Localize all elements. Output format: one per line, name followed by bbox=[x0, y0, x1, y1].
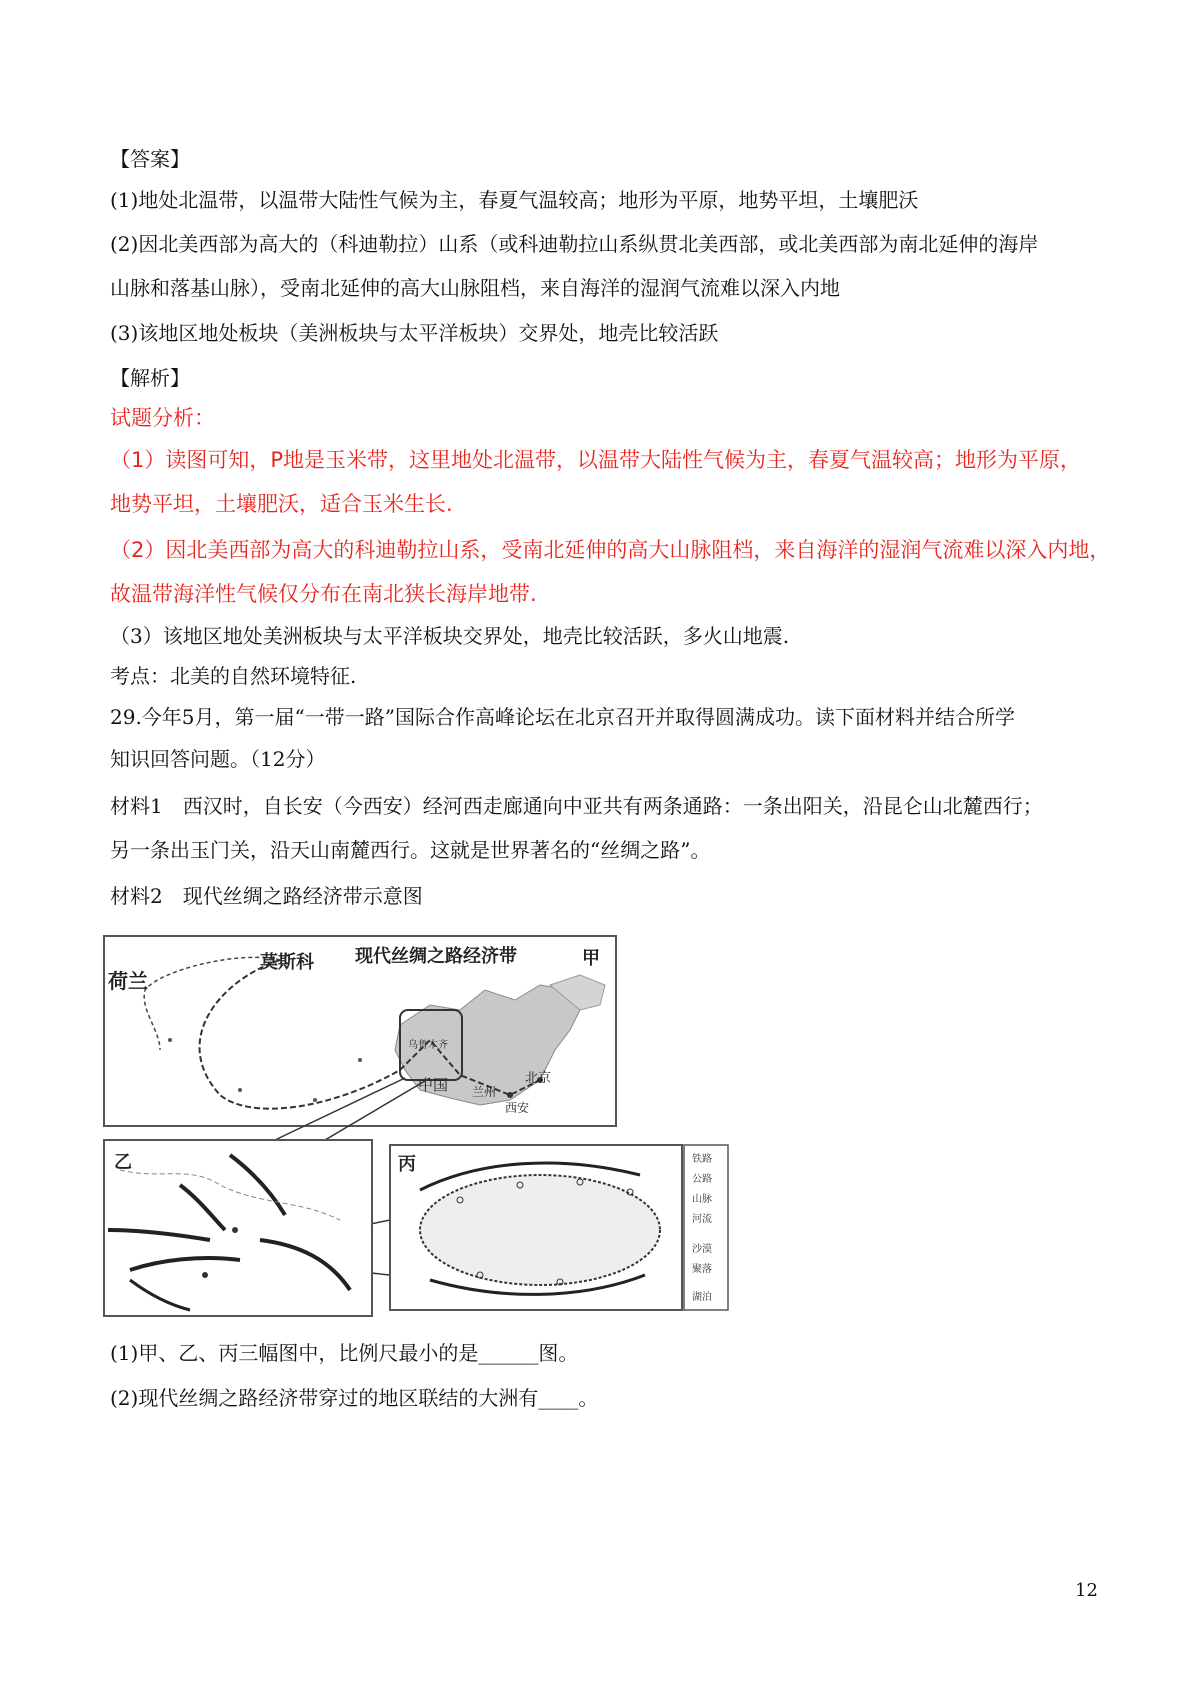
label-helan: 荷兰 bbox=[108, 969, 148, 993]
panel-jia-label: 甲 bbox=[582, 948, 600, 969]
q29-stem-line-1: 29.今年5月，第一届“一带一路”国际合作高峰论坛在北京召开并取得圆满成功。读下面材料并结合所学 bbox=[110, 705, 1015, 729]
legend-lake: 湖泊 bbox=[692, 1292, 712, 1303]
panel-yi-label: 乙 bbox=[114, 1152, 132, 1173]
analysis-red-line-3: （2）因北美西部为高大的科迪勒拉山系，受南北延伸的高大山脉阻档，来自海洋的湿润气流难以深入内地， bbox=[110, 538, 1111, 562]
map-legend bbox=[684, 1145, 728, 1310]
analysis-red-line-2: 地势平坦，土壤肥沃，适合玉米生长. bbox=[110, 492, 453, 516]
label-lanzhou: 兰州 bbox=[472, 1085, 497, 1099]
silk-road-map bbox=[100, 930, 740, 1320]
legend-railway: 铁路 bbox=[692, 1154, 712, 1165]
material-2: 材料2 现代丝绸之路经济带示意图 bbox=[110, 884, 423, 908]
answer-item-3: (3)该地区地处板块（美洲板块与太平洋板块）交界处，地壳比较活跃 bbox=[110, 321, 719, 345]
legend-road: 公路 bbox=[692, 1174, 712, 1185]
label-zhongguo: 中国 bbox=[418, 1076, 449, 1094]
label-xian: 西安 bbox=[505, 1101, 530, 1115]
label-wulumuqi: 乌鲁木齐 bbox=[408, 1040, 448, 1051]
legend-settlement: 聚落 bbox=[692, 1264, 712, 1275]
map-title: 现代丝绸之路经济带 bbox=[355, 946, 517, 967]
panel-bing bbox=[390, 1145, 682, 1310]
panel-bing-label: 丙 bbox=[398, 1154, 416, 1175]
kaodian: 考点：北美的自然环境特征. bbox=[110, 664, 357, 688]
analysis-line-3: （3）该地区地处美洲板块与太平洋板块交界处，地壳比较活跃，多火山地震. bbox=[110, 624, 790, 648]
answer-header: 【答案】 bbox=[110, 147, 190, 171]
label-mosike: 莫斯科 bbox=[260, 952, 314, 973]
material-1-line-2: 另一条出玉门关，沿天山南麓西行。这就是世界著名的“丝绸之路”。 bbox=[110, 838, 711, 862]
answer-item-1: (1)地处北温带，以温带大陆性气候为主，春夏气温较高；地形为平原，地势平坦，土壤肥沃 bbox=[110, 188, 919, 212]
q29-stem-line-2: 知识回答问题。（12分） bbox=[110, 747, 326, 771]
legend-mountain: 山脉 bbox=[692, 1194, 712, 1205]
legend-river: 河流 bbox=[692, 1214, 712, 1225]
label-beijing: 北京 bbox=[525, 1071, 552, 1086]
legend-desert: 沙漠 bbox=[692, 1244, 712, 1255]
answer-item-2: (2)因北美西部为高大的（科迪勒拉）山系（或科迪勒拉山系纵贯北美西部，或北美西部为南北延伸的海岸 bbox=[110, 232, 1039, 256]
analysis-red-line-1: （1）读图可知，P地是玉米带，这里地处北温带，以温带大陆性气候为主，春夏气温较高；地形为平原， bbox=[110, 448, 1082, 472]
analysis-red-line-4: 故温带海洋性气候仅分布在南北狭长海岸地带. bbox=[110, 582, 537, 606]
page-number: 12 bbox=[1075, 1580, 1098, 1601]
analysis-header: 【解析】 bbox=[110, 366, 190, 390]
material-1-line-1: 材料1 西汉时，自长安（今西安）经河西走廊通向中亚共有两条通路：一条出阳关，沿昆仑山北麓西行； bbox=[110, 794, 1043, 818]
panel-yi bbox=[104, 1140, 372, 1316]
analysis-title: 试题分析： bbox=[110, 406, 215, 430]
sub-question-1: (1)甲、乙、丙三幅图中，比例尺最小的是______图。 bbox=[110, 1341, 579, 1365]
panel-jia bbox=[104, 936, 616, 1126]
sub-question-2: (2)现代丝绸之路经济带穿过的地区联结的大洲有____。 bbox=[110, 1386, 599, 1410]
answer-item-2-cont: 山脉和落基山脉），受南北延伸的高大山脉阻档，来自海洋的湿润气流难以深入内地 bbox=[110, 276, 840, 300]
